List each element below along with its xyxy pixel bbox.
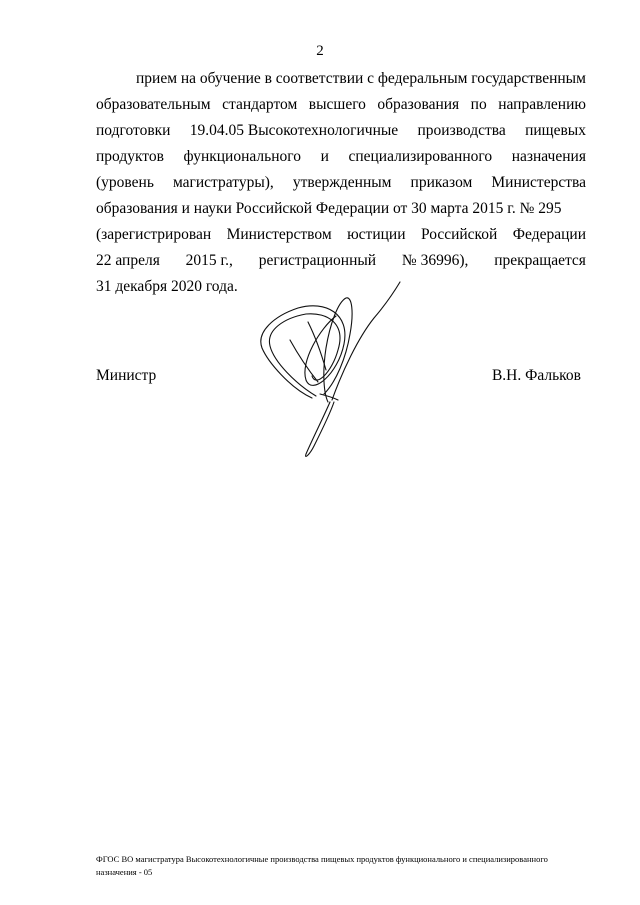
text-word: Федерации bbox=[512, 226, 586, 243]
text-word: регистрационный bbox=[258, 252, 377, 269]
text-word: производства bbox=[417, 122, 506, 139]
signatory-title: Министр bbox=[96, 367, 157, 384]
text-word: стандартом bbox=[222, 96, 298, 113]
body-paragraph bbox=[96, 66, 586, 300]
text-word: пищевых bbox=[525, 122, 586, 139]
paragraph-line-1 bbox=[96, 66, 586, 92]
handwritten-signature bbox=[250, 278, 410, 458]
text-word: 22 апреля bbox=[96, 252, 160, 269]
text-word: соответствии bbox=[275, 70, 364, 87]
text-word: государственным bbox=[471, 70, 586, 87]
text-word: специализированного bbox=[348, 148, 493, 165]
footer-line: назначения - 05 bbox=[96, 867, 153, 877]
text-word: Министерством bbox=[226, 226, 332, 243]
text-line: образования и науки Российской Федерации от 30 марта 2015 г. № 295 bbox=[96, 200, 562, 217]
text-line: 31 декабря 2020 года. bbox=[96, 278, 238, 295]
text-word: продуктов bbox=[96, 148, 164, 165]
paragraph-line-4 bbox=[96, 144, 586, 170]
text-word: направлению bbox=[498, 96, 586, 113]
paragraph-line-2 bbox=[96, 92, 586, 118]
text-word: назначения bbox=[511, 148, 586, 165]
text-word: подготовки bbox=[96, 122, 171, 139]
text-word: прекращается bbox=[494, 252, 586, 269]
page-footer bbox=[96, 853, 586, 879]
text-word: и bbox=[320, 148, 329, 165]
text-word: юстиции bbox=[347, 226, 406, 243]
text-word: (уровень bbox=[96, 174, 154, 191]
text-word: магистратуры), bbox=[172, 174, 274, 191]
text-word: функционального bbox=[183, 148, 301, 165]
text-word: Министерства bbox=[491, 174, 586, 191]
paragraph-line-8 bbox=[96, 248, 586, 274]
text-word: с bbox=[367, 70, 375, 87]
page-number: 2 bbox=[316, 43, 324, 59]
text-word: федеральным bbox=[377, 70, 468, 87]
text-word: по bbox=[470, 96, 487, 113]
text-word: 2015 г., bbox=[185, 252, 233, 269]
text-word: образования bbox=[377, 96, 460, 113]
paragraph-line-7 bbox=[96, 222, 586, 248]
paragraph-line-6 bbox=[96, 196, 586, 222]
text-word: в bbox=[264, 70, 272, 87]
text-word: утвержденным bbox=[292, 174, 392, 191]
footer-line: ФГОС ВО магистратура Высокотехнологичные производства пищевых продуктов функционального и специализированного bbox=[96, 854, 548, 864]
text-word: № 36996), bbox=[401, 252, 469, 269]
text-word: (зарегистрирован bbox=[96, 226, 212, 243]
text-word: на bbox=[180, 70, 197, 87]
paragraph-line-5 bbox=[96, 170, 586, 196]
text-word: высшего bbox=[308, 96, 366, 113]
text-word: 19.04.05 Высокотехнологичные bbox=[189, 122, 399, 139]
text-word: образовательным bbox=[96, 96, 211, 113]
text-word: обучение bbox=[199, 70, 261, 87]
signatory-name: В.Н. Фальков bbox=[491, 367, 581, 384]
paragraph-line-3 bbox=[96, 118, 586, 144]
text-word: прием bbox=[136, 70, 178, 87]
text-word: Российской bbox=[420, 226, 498, 243]
text-word: приказом bbox=[410, 174, 473, 191]
